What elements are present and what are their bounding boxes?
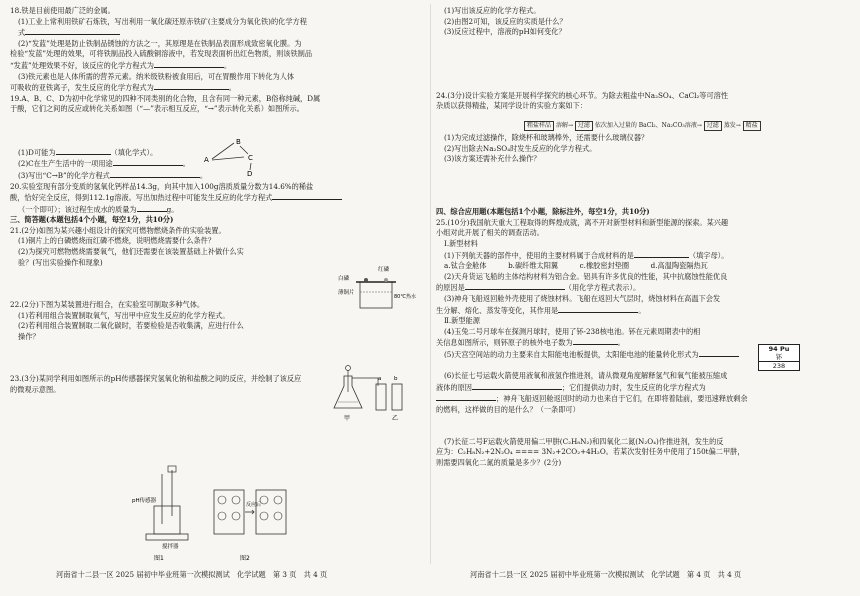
q23-ph-figures bbox=[132, 466, 292, 562]
line-tail: g。 bbox=[166, 204, 179, 214]
right-line-36 bbox=[436, 393, 852, 405]
line-text: (1)铜片上的白磷燃烧而红磷不燃烧，说明燃烧需要什么条件？ bbox=[18, 236, 216, 246]
left-line-16 bbox=[10, 182, 422, 193]
line-text: (1)若利用组合装置制取氧气，写出甲中应发生反应的化学方程式。 bbox=[18, 310, 230, 320]
answer-blank[interactable] bbox=[272, 192, 342, 200]
right-line-14 bbox=[436, 154, 852, 165]
left-line-0 bbox=[10, 6, 422, 17]
right-line-24 bbox=[436, 261, 852, 272]
left-line-8 bbox=[10, 94, 422, 105]
footer-page-4: 河南省十二县一区 2025 届初中毕业班第一次模拟测试 化学试题 第 4 页 共 4 页 bbox=[470, 570, 742, 579]
line-text: (7)长征二号F运载火箭使用偏二甲肼(C₂H₈N₂)和四氧化二氮(N₂O₄)作推进剂，发生的反 bbox=[444, 436, 724, 446]
line-text: Ⅱ.新型能源 bbox=[444, 316, 480, 326]
pu-name: 钚 bbox=[775, 353, 783, 361]
right-line-7 bbox=[436, 80, 852, 91]
flow-step-add: 依次加入过量的 bbox=[594, 122, 637, 129]
right-line-18 bbox=[436, 197, 852, 208]
fig2-caption: 图2 bbox=[240, 555, 250, 562]
right-line-6 bbox=[436, 70, 852, 81]
answer-blank[interactable] bbox=[472, 382, 562, 390]
right-line-2 bbox=[436, 27, 852, 38]
line-tail: ；神舟飞船返回舱返回时的动力也来自于它们，在即将着陆前，要迅速释放剩余 bbox=[496, 394, 748, 404]
line-text: (1)工业上常利用铁矿石炼铁，写出利用一氧化碳还原赤铁矿(主要成分为氧化铁)的化学方程 bbox=[18, 16, 307, 26]
plutonium-element-card bbox=[758, 344, 800, 371]
reaction-label: 反应后 bbox=[246, 502, 262, 508]
right-line-22 bbox=[436, 239, 852, 250]
right-line-0 bbox=[436, 6, 852, 17]
port-b: b bbox=[394, 376, 398, 382]
left-line-19 bbox=[10, 215, 422, 226]
right-line-16 bbox=[436, 176, 852, 187]
label-yi: 乙 bbox=[392, 415, 399, 422]
right-line-29 bbox=[436, 316, 852, 327]
left-line-17 bbox=[10, 192, 422, 204]
line-tail: （填字母）。 bbox=[688, 250, 729, 260]
line-text: Ⅰ.新型材料 bbox=[444, 239, 478, 249]
line-text: (3)反应过程中，溶液的pH如何变化？ bbox=[444, 27, 566, 37]
line-text: (1)写出该反应的化学方程式。 bbox=[444, 6, 541, 15]
right-line-5 bbox=[436, 59, 852, 70]
answer-blank[interactable] bbox=[558, 305, 638, 313]
right-line-30 bbox=[436, 327, 852, 338]
right-line-19 bbox=[436, 207, 852, 218]
right-line-23 bbox=[436, 250, 852, 262]
ph-sensor-label: pH传感器 bbox=[132, 498, 157, 504]
line-text: (6)长征七号运载火箭使用液氧和液氢作推进剂，请从微观角度解释氢气和氧气能被压缩成 bbox=[444, 371, 728, 381]
left-line-22 bbox=[10, 247, 422, 258]
left-line-21 bbox=[10, 236, 422, 247]
line-text: (2)由图2可知，该反应的实质是什么？ bbox=[444, 16, 567, 26]
line-tail: 。 bbox=[638, 305, 646, 315]
answer-blank[interactable] bbox=[699, 349, 739, 357]
right-line-3 bbox=[436, 38, 852, 49]
line-text: 操作？ bbox=[18, 331, 40, 341]
line-text: (2)若利用组合装置制取二氧化碳时，若要检验是否收集满，应进行什么 bbox=[18, 321, 244, 331]
line-text: (2)天舟货运飞船的主体结构材料为铝合金。铝具有许多优良的性能，其中抗腐蚀性能优良 bbox=[444, 271, 728, 281]
line-text: 关信息如图所示，则钚原子的核外电子数为 bbox=[436, 338, 573, 348]
right-line-40 bbox=[436, 437, 852, 448]
line-tail: ；它们提供动力时，发生反应的化学方程式为 bbox=[561, 382, 706, 392]
right-line-17 bbox=[436, 186, 852, 197]
line-text: 则需要四氧化二氮的质量是多少？(2分) bbox=[436, 457, 562, 467]
left-line-29 bbox=[10, 321, 422, 332]
right-line-27 bbox=[436, 294, 852, 305]
line-tail: 。 bbox=[617, 338, 625, 348]
node-b: B bbox=[236, 138, 241, 146]
line-text: 23.(3分)某同学利用如图所示的pH传感器探究氢氧化钠和盐酸之间的反应，并绘制了该反应 bbox=[10, 374, 302, 384]
right-line-1 bbox=[436, 17, 852, 28]
line-text: 的微观示意图。 bbox=[10, 384, 61, 394]
q22-gas-apparatus bbox=[330, 362, 410, 422]
answer-blank[interactable] bbox=[436, 393, 496, 401]
line-text: (1)D可能为 bbox=[18, 147, 56, 157]
line-tail: 。 bbox=[199, 170, 208, 180]
line-text: (2)写出除去Na₂SO₄时发生反应的化学方程式。 bbox=[444, 143, 597, 153]
line-text: 四、综合应用题(本题包括1个小题，除标注外，每空1分，共10分) bbox=[436, 207, 650, 217]
line-text: (3)写出“C→B”的化学方程式 bbox=[18, 170, 110, 180]
pu-number: 94 bbox=[768, 345, 778, 353]
line-text: 的燃料，这样做的目的是什么？（一条即可） bbox=[436, 404, 580, 414]
right-line-15 bbox=[436, 165, 852, 176]
line-text: 25.(10分)我国航天重大工程取得的辉煌成就，离不开对新型材料和新型能源的探索。某兴趣 bbox=[436, 217, 729, 227]
q21-combustion-apparatus bbox=[338, 262, 416, 314]
right-line-37 bbox=[436, 405, 852, 416]
right-line-28 bbox=[436, 305, 852, 317]
right-line-9 bbox=[436, 101, 852, 112]
line-text: (5)天宫空间站的动力主要来自太阳能电池板提供，太阳能电池的能量转化形式为 bbox=[444, 350, 699, 359]
line-tail: 。 bbox=[182, 159, 190, 169]
line-text: “发蓝”处理效果不好，该反应的化学方程式为 bbox=[10, 60, 154, 70]
line-text: 液体的原因 bbox=[436, 382, 472, 392]
flow-step-evaporate: 蒸发 bbox=[723, 122, 736, 129]
right-line-8 bbox=[436, 91, 852, 102]
hot-water-label: 80℃热水 bbox=[394, 294, 416, 300]
line-text: 的原因是 bbox=[436, 283, 465, 293]
right-line-42 bbox=[436, 458, 852, 469]
line-text: 21.(2分)如图为某兴趣小组设计的探究可燃物燃烧条件的实验装置。 bbox=[10, 225, 226, 235]
right-line-4 bbox=[436, 48, 852, 59]
right-column-page-4 bbox=[436, 6, 852, 469]
line-tail: 。 bbox=[228, 83, 236, 93]
stirrer-label: 搅拌器 bbox=[162, 544, 179, 550]
pu-mass: 238 bbox=[759, 361, 799, 370]
left-column-page-3 bbox=[10, 6, 422, 395]
line-text: (3)神舟飞船返回舱外壳使用了烧蚀材料。飞船在返回大气层时，烧蚀材料在高温下会发 bbox=[444, 294, 721, 304]
port-a: a bbox=[378, 376, 382, 382]
answer-blank[interactable] bbox=[56, 147, 111, 155]
right-line-25 bbox=[436, 272, 852, 283]
label-jia: 甲 bbox=[344, 415, 351, 422]
left-line-3 bbox=[10, 39, 422, 50]
flow-product: 精盐 bbox=[743, 121, 761, 131]
line-text: 20.实验室现有部分变质的氢氧化钙样品14.3g，向其中加入100g溶质质量分数为14.6%的稀盐 bbox=[10, 181, 314, 191]
answer-blank[interactable] bbox=[25, 27, 120, 35]
left-line-9 bbox=[10, 104, 422, 115]
answer-blank[interactable] bbox=[137, 204, 167, 212]
line-tail: （用化学方程式表示）。 bbox=[564, 283, 641, 293]
line-text: (1)为完成过滤操作，除烧杯和玻璃棒外，还需要什么玻璃仪器？ bbox=[444, 133, 649, 143]
flow-filter-1: 过滤 bbox=[575, 121, 593, 131]
line-text: 式 bbox=[18, 28, 26, 38]
left-line-4 bbox=[10, 49, 422, 60]
left-line-1 bbox=[10, 17, 422, 28]
answer-blank[interactable] bbox=[154, 60, 224, 68]
line-text: (2)“发蓝”处理是防止铁制品锈蚀的方法之一，其原理是在铁制品表面形成致密氧化膜。为 bbox=[18, 38, 302, 48]
flow-step-reagents: BaCl₂、Na₂CO₃溶液 bbox=[638, 122, 697, 129]
left-line-7 bbox=[10, 82, 422, 94]
line-text: 杂质以获得精盐，某同学设计的实验方案如下： bbox=[436, 101, 587, 111]
line-text: (2)为探究可燃物燃烧需要氧气，他们还需要在该装置基础上补做什么实 bbox=[18, 247, 244, 257]
line-text: 于酸，它们之间的反应或转化关系如图（“—”表示相互反应，“→”表示转化关系）如图所示。 bbox=[10, 104, 304, 114]
right-line-41 bbox=[436, 447, 852, 458]
column-divider bbox=[430, 4, 431, 564]
line-text: (3)铁元素也是人体所需的营养元素。纳米级铁粉被食用后，可在胃酸作用下转化为人体 bbox=[18, 71, 295, 81]
left-line-31 bbox=[10, 342, 422, 353]
line-text: 24.(3分)设计实验方案是开展科学探究的核心环节。为除去粗盐中Na₂SO₄、CaCl₂等可溶性 bbox=[436, 90, 729, 100]
right-line-38 bbox=[436, 416, 852, 427]
line-text: a.钛合金舱体 b.碳纤维太阳翼 c.橡胶密封垫圈 d.高温陶瓷隔热瓦 bbox=[444, 261, 708, 271]
line-text: 酸，恰好完全反应，得到112.1g溶液。写出加热过程中可能发生反应的化学方程式 bbox=[10, 193, 273, 203]
footer-page-3: 河南省十二县一区 2025 届初中毕业班第一次模拟测试 化学试题 第 3 页 共 4 页 bbox=[56, 570, 328, 579]
flow-sample: 粗盐样品 bbox=[524, 121, 554, 131]
right-line-34 bbox=[436, 371, 852, 382]
right-line-35 bbox=[436, 382, 852, 394]
answer-blank[interactable] bbox=[154, 82, 229, 90]
line-text: 可吸收的亚铁离子，发生反应的化学方程式为 bbox=[10, 83, 154, 93]
line-text: 18.铁是目前使用最广泛的金属。 bbox=[10, 6, 115, 15]
left-line-6 bbox=[10, 72, 422, 83]
line-text: 生分解、熔化、蒸发等变化，其作用是 bbox=[436, 305, 559, 315]
left-line-2 bbox=[10, 27, 422, 39]
node-c: C bbox=[248, 154, 253, 162]
left-line-5 bbox=[10, 60, 422, 72]
q24-flowchart: 粗盐样品 溶解→ 过滤 依次加入过量的 BaCl₂、Na₂CO₃溶液→ 过滤 蒸发→ 精盐 bbox=[524, 120, 761, 131]
left-line-20 bbox=[10, 226, 422, 237]
answer-blank[interactable] bbox=[634, 250, 689, 258]
right-line-39 bbox=[436, 426, 852, 437]
answer-blank[interactable] bbox=[465, 282, 565, 290]
right-line-12 bbox=[436, 133, 852, 144]
copper-label: 薄铜片 bbox=[338, 290, 355, 296]
line-text: 应为：C₂H₈N₂+2N₂O₄ ==== 3N₂+2CO₂+4H₂O。若某次发射任务中使用了150t偏二甲肼， bbox=[436, 447, 745, 457]
right-line-21 bbox=[436, 228, 852, 239]
left-line-18 bbox=[10, 204, 422, 216]
left-line-10 bbox=[10, 115, 422, 126]
line-text: (2)C在生产生活中的一项用途 bbox=[18, 159, 113, 169]
line-text: 三、简答题(本题包括4个小题，每空1分，共10分) bbox=[10, 215, 174, 225]
white-phosphorus-label: 白磷 bbox=[338, 276, 350, 282]
line-text: (4)玉兔二号月球车在探测月球时，使用了钚-238核电池。钚在元素周期表中的相 bbox=[444, 326, 701, 336]
answer-blank[interactable] bbox=[113, 158, 183, 166]
line-text: (1)下列航天器的部件中，使用的主要材料属于合成材料的是 bbox=[444, 250, 634, 260]
line-tail: 。 bbox=[223, 60, 232, 70]
red-phosphorus-label: 红磷 bbox=[378, 267, 390, 273]
line-text: 验？(写出实验操作和现象) bbox=[18, 257, 103, 267]
answer-blank[interactable] bbox=[573, 337, 618, 345]
flow-step-dissolve: 溶解 bbox=[555, 122, 568, 129]
pu-symbol: Pu bbox=[779, 345, 790, 353]
left-line-30 bbox=[10, 332, 422, 343]
line-text: 19.A、B、C、D为初中化学常见的四种不同类别的化合物，且含有同一种元素，B俗称纯碱，D属 bbox=[10, 93, 321, 103]
node-d: D bbox=[247, 170, 253, 178]
fig1-caption: 图1 bbox=[154, 555, 164, 562]
line-text: 22.(2分)下图为某装置进行组合，在实验室可制取多种气体。 bbox=[10, 300, 205, 310]
q19-relation-diagram bbox=[200, 126, 280, 178]
line-tail: （填化学式）。 bbox=[110, 147, 158, 157]
flow-filter-2: 过滤 bbox=[704, 121, 722, 131]
line-text: （一个即可）；该过程生成水的质量为 bbox=[18, 204, 137, 214]
right-line-20 bbox=[436, 218, 852, 229]
right-line-26 bbox=[436, 282, 852, 294]
line-text: 小组对此开展了相关的调查活动。 bbox=[436, 228, 544, 238]
line-text: 检验“发蓝”处理的效果，可将铁制品投入硫酸铜溶液中，若发现表面析出红色物质，则该铁制品 bbox=[10, 49, 313, 59]
line-text: (3)该方案还需补充什么操作？ bbox=[444, 154, 541, 164]
answer-blank[interactable] bbox=[110, 170, 200, 178]
node-a: A bbox=[204, 156, 209, 164]
right-line-13 bbox=[436, 144, 852, 155]
